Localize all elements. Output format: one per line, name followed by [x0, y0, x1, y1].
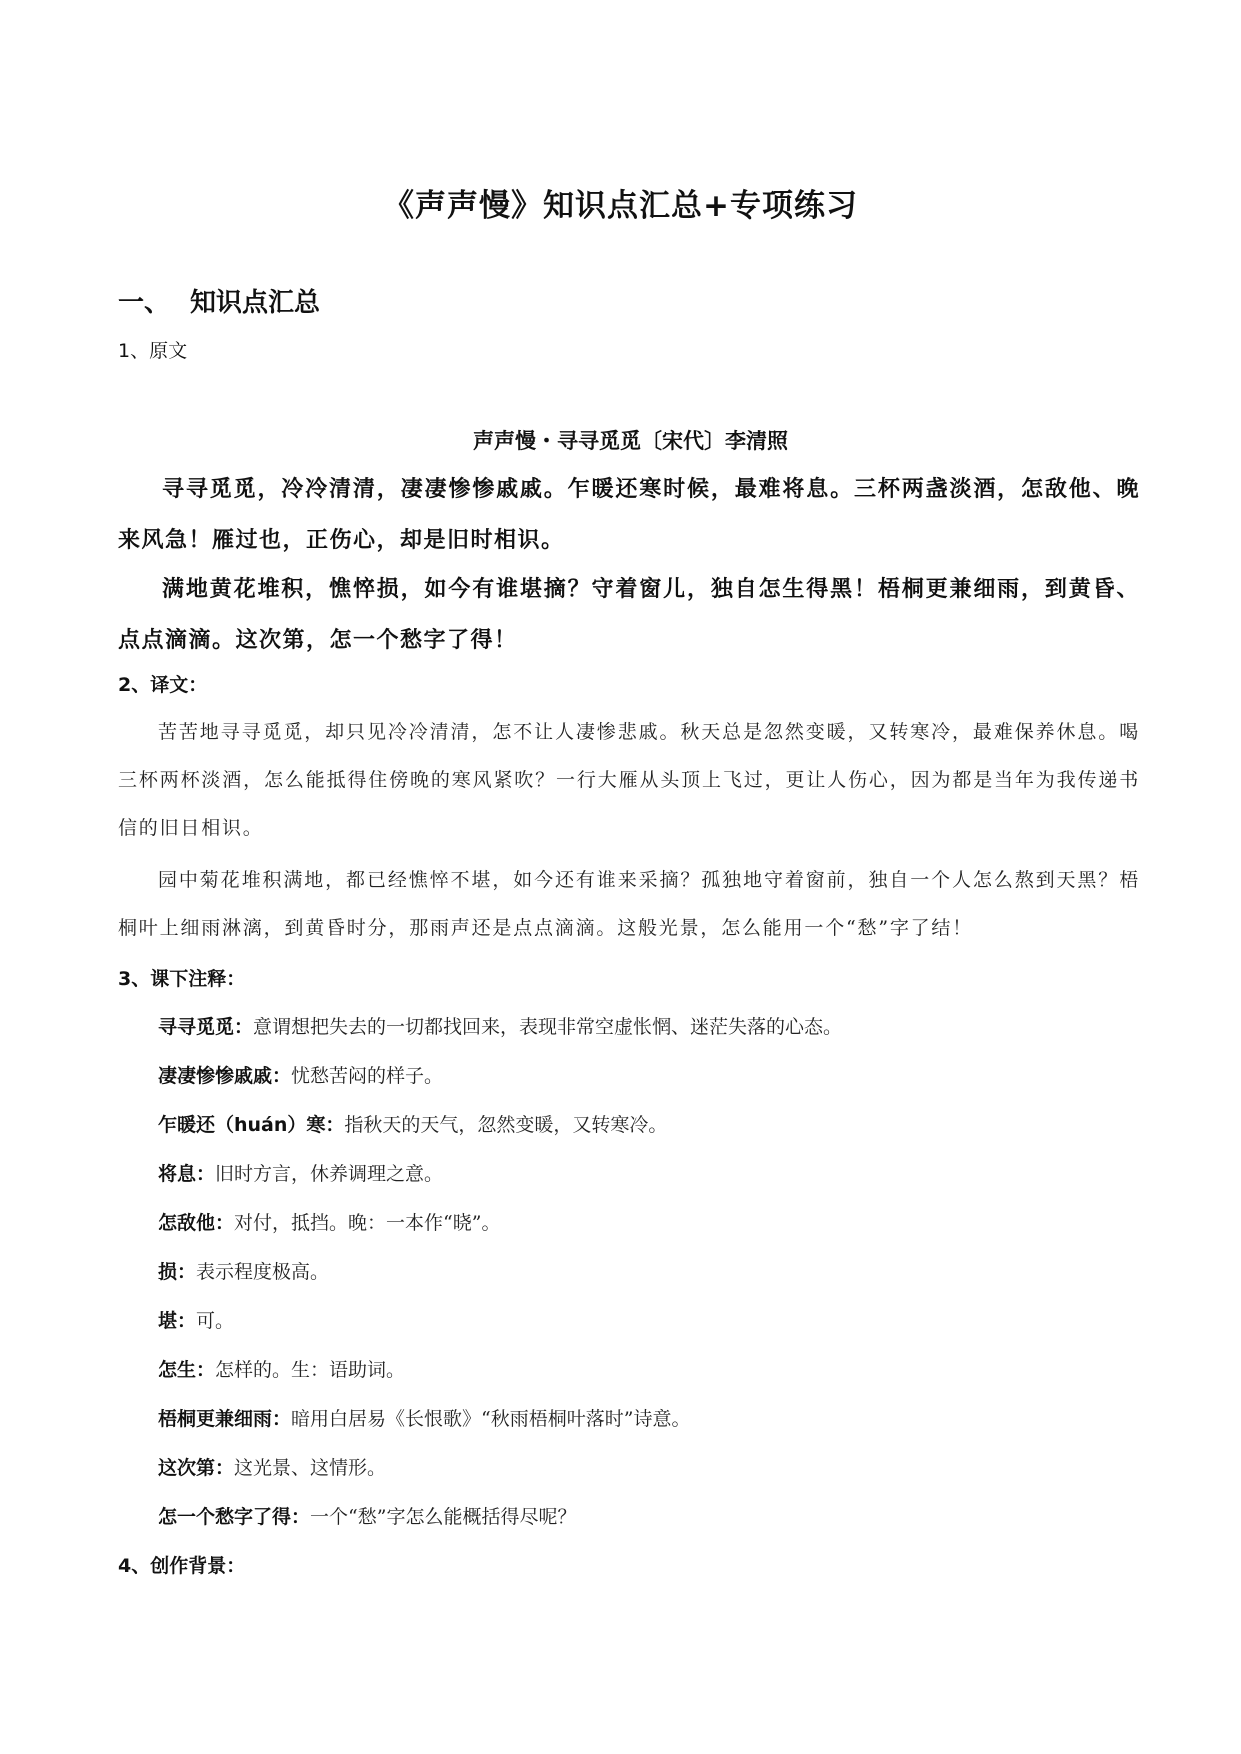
note-term: 这次第：: [158, 1457, 235, 1479]
note-definition: 对付，抵挡。晚：一本作“晓”。: [234, 1212, 501, 1234]
note-term: 怎敌他：: [158, 1212, 235, 1234]
heading-original: 1、原文: [118, 340, 188, 362]
section-number: 一、: [118, 288, 171, 318]
note-definition: 指秋天的天气，忽然变暖，又转寒冷。: [344, 1114, 668, 1136]
note-term: 怎一个愁字了得：: [158, 1506, 311, 1528]
translation-paragraph-2: 园中菊花堆积满地，都已经憔悴不堪，如今还有谁来采摘？孤独地守着窗前，独自一个人怎么熬到天黑？梧桐叶上细雨淋漓，到黄昏时分，那雨声还是点点滴滴。这般光景，怎么能用一个“愁”字了结！: [118, 869, 1140, 939]
poem-paragraph-1: 寻寻觅觅，冷冷清清，凄凄惨惨戚戚。乍暖还寒时候，最难将息。三杯两盏淡酒，怎敌他、晚来风急！雁过也，正伤心，却是旧时相识。: [118, 476, 1140, 553]
note-term: 怎生：: [158, 1359, 216, 1381]
note-definition: 暗用白居易《长恨歌》“秋雨梧桐叶落时”诗意。: [291, 1408, 691, 1430]
note-item: [158, 1161, 443, 1187]
note-definition: 旧时方言，休养调理之意。: [215, 1163, 444, 1185]
note-term: 梧桐更兼细雨：: [158, 1408, 292, 1430]
note-item: [158, 1063, 443, 1089]
note-definition: 意谓想把失去的一切都找回来，表现非常空虚怅惘、迷茫失落的心态。: [253, 1016, 843, 1038]
note-item: [158, 1308, 234, 1334]
poem-title: 声声慢・寻寻觅觅〔宋代〕李清照: [473, 429, 788, 453]
note-term: 堪：: [158, 1310, 197, 1332]
note-term: 损：: [158, 1261, 197, 1283]
note-item: [158, 1210, 500, 1236]
note-definition: 表示程度极高。: [196, 1261, 330, 1283]
note-definition: 这光景、这情形。: [234, 1457, 387, 1479]
note-item: [158, 1357, 405, 1383]
section-label: 知识点汇总: [190, 288, 321, 318]
note-definition: 忧愁苦闷的样子。: [291, 1065, 444, 1087]
note-term: 将息：: [158, 1163, 216, 1185]
note-definition: 一个“愁”字怎么能概括得尽呢？: [310, 1506, 577, 1528]
note-item: [158, 1259, 329, 1285]
note-term: 乍暖还（huán）寒：: [158, 1114, 345, 1136]
note-item: [158, 1406, 690, 1432]
document-title: 《声声慢》知识点汇总+专项练习: [383, 188, 858, 224]
heading-notes: 3、课下注释：: [118, 968, 246, 990]
note-item: [158, 1504, 576, 1530]
note-definition: 可。: [196, 1310, 235, 1332]
heading-translation: 2、译文：: [118, 674, 208, 696]
note-item: [158, 1014, 842, 1040]
note-term: 凄凄惨惨戚戚：: [158, 1065, 292, 1087]
note-term: 寻寻觅觅：: [158, 1016, 254, 1038]
heading-background: 4、创作背景：: [118, 1555, 246, 1577]
note-item: [158, 1112, 667, 1138]
poem-paragraph-2: 满地黄花堆积，憔悴损，如今有谁堪摘？守着窗儿，独自怎生得黑！梧桐更兼细雨，到黄昏、点点滴滴。这次第，怎一个愁字了得！: [118, 576, 1140, 653]
translation-paragraph-1: 苦苦地寻寻觅觅，却只见冷冷清清，怎不让人凄惨悲戚。秋天总是忽然变暖，又转寒冷，最难保养休息。喝三杯两杯淡酒，怎么能抵得住傍晚的寒风紧吹？一行大雁从头顶上飞过，更让人伤心，因为都是当年为我传递书信的旧日相识。: [118, 721, 1140, 839]
note-definition: 怎样的。生：语助词。: [215, 1359, 406, 1381]
note-item: [158, 1455, 386, 1481]
section-heading-knowledge: [118, 286, 320, 320]
